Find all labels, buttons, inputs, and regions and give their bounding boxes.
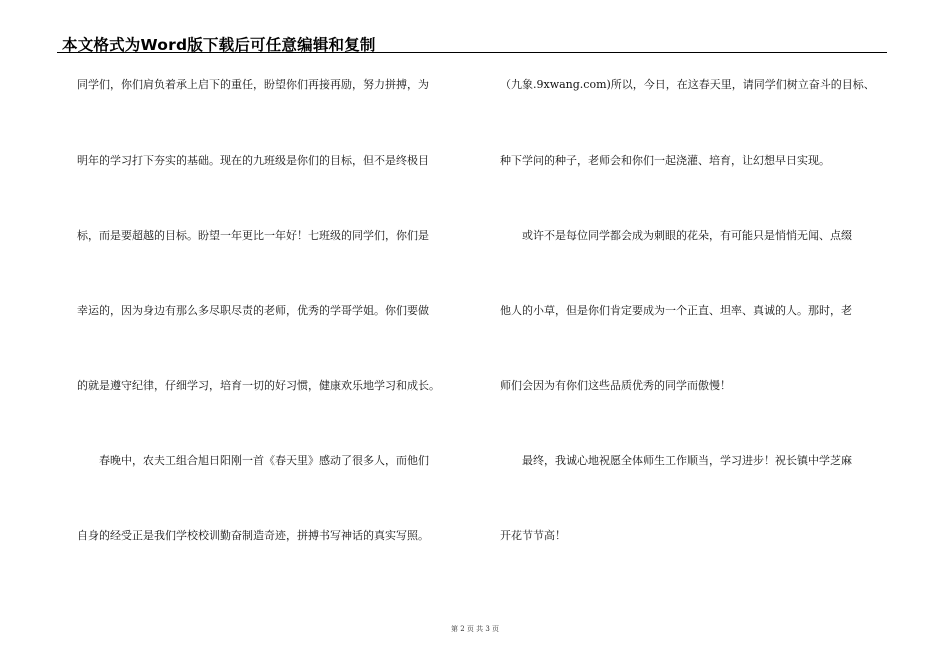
text-line: 明年的学习打下夯实的基础。现在的九班级是你们的目标，但不是终极目 — [77, 154, 429, 167]
text-line: 同学们，你们肩负着承上启下的重任，盼望你们再接再励，努力拼搏，为 — [77, 78, 429, 91]
paragraph-start-line: 或许不是每位同学都会成为刺眼的花朵，有可能只是悄悄无闻、点缀 — [522, 229, 852, 242]
paragraph-start-line: 最终，我诚心地祝愿全体师生工作顺当，学习进步！祝长镇中学芝麻 — [522, 454, 852, 467]
text-line: 的就是遵守纪律，仔细学习，培育一切的好习惯，健康欢乐地学习和成长。 — [77, 379, 440, 392]
page-number-footer: 第 2 页 共 3 页 — [450, 625, 500, 633]
text-line: 他人的小草，但是你们肯定要成为一个正直、坦率、真诚的人。那时，老 — [500, 304, 852, 317]
text-line: 标，而是要超越的目标。盼望一年更比一年好！七班级的同学们，你们是 — [77, 229, 429, 242]
text-line: 开花节节高！ — [500, 529, 566, 542]
document-header-title: 本文格式为Word版下载后可任意编辑和复制 — [62, 36, 376, 54]
header-divider — [57, 52, 887, 53]
text-line: （九象.9xwang.com)所以，今日，在这春天里，请同学们树立奋斗的目标、 — [500, 78, 875, 91]
text-line: 幸运的，因为身边有那么多尽职尽责的老师，优秀的学哥学姐。你们要做 — [77, 304, 429, 317]
text-line: 师们会因为有你们这些品质优秀的同学而傲慢！ — [500, 379, 731, 392]
text-line: 种下学问的种子，老师会和你们一起浇灌、培育，让幻想早日实现。 — [500, 154, 830, 167]
text-line: 自身的经受正是我们学校校训勤奋制造奇迹，拼搏书写神话的真实写照。 — [77, 529, 429, 542]
paragraph-start-line: 春晚中，农夫工组合旭日阳刚一首《春天里》感动了很多人，而他们 — [99, 454, 429, 467]
